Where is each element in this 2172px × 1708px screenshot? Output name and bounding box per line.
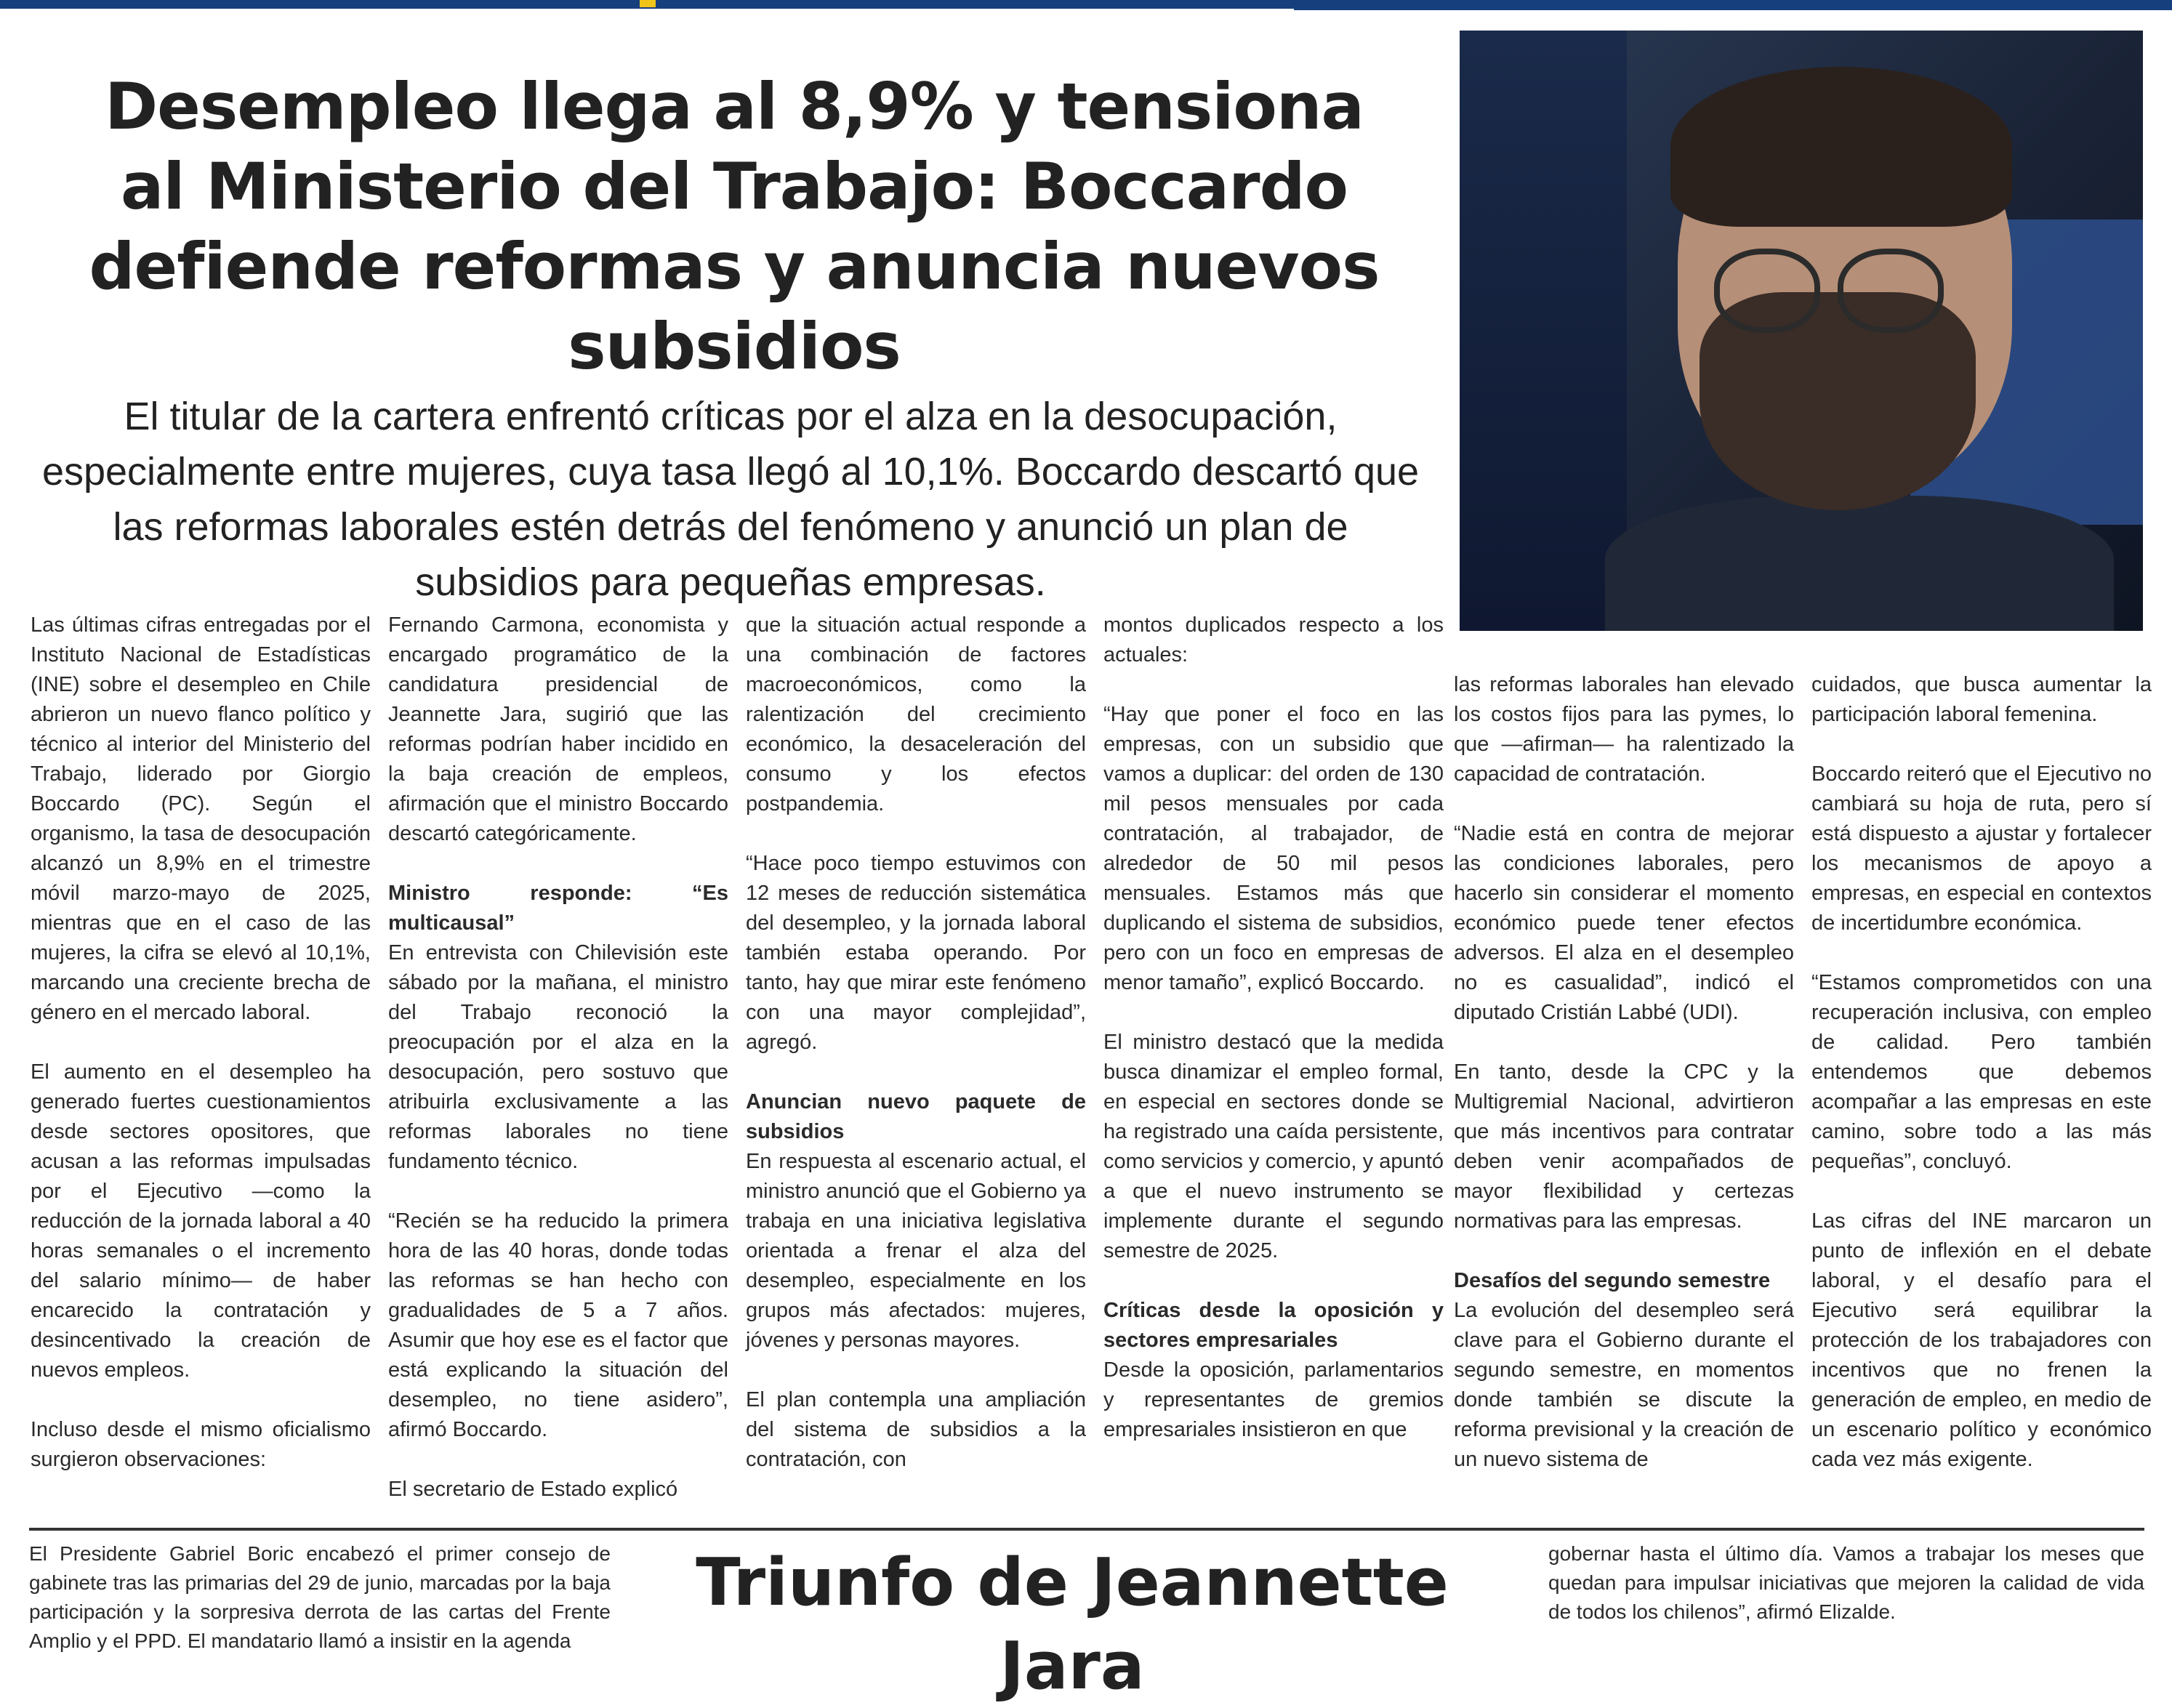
top-rule	[1294, 7, 2172, 10]
boccardo-photo	[1460, 31, 2143, 631]
subheadline: El titular de la cartera enfrentó críticas por el alza en la desocupación, especialmente entre mujeres, cuya tasa llegó al 10,1%. Boccardo descartó que las reformas laborales estén detrás del fenómeno y anunció un plan de subsidios para pequeñas empresas.	[41, 395, 1420, 604]
article-column-1	[31, 611, 371, 1504]
paragraph: En entrevista con Chilevisión este sábado por la mañana, el ministro del Trabajo reconoció la preocupación por el alza en la desocupación, pero sostuvo que atribuirla exclusivamente a las reformas laborales no tiene fundamento técnico.	[388, 941, 728, 1173]
paragraph: “Estamos comprometidos con una recuperación inclusiva, con empleo de calidad. Pero también entendemos que debemos acompañar a las empresas en este camino, sobre todo a las más pequeñas”, concluyó.	[1811, 971, 2152, 1173]
section-heading: Anuncian nuevo paquete de subsidios	[746, 1090, 1086, 1143]
article-column-4	[1103, 611, 1444, 1475]
article-column-3	[746, 611, 1086, 1504]
paragraph: “Recién se ha reducido la primera hora de las 40 horas, donde todas las reformas se han hecho con gradualidades de 5 a 7 años. Asumir que hoy ese es el factor que está explicando la situación del desempleo, no tiene asidero”, afirmó Boccardo.	[388, 1209, 728, 1441]
paragraph: En tanto, desde la CPC y la Multigremial Nacional, advirtieron que más incentivos para contratar deben venir acompañados de mayor flexibilidad y certezas normativas para las empresas.	[1454, 1060, 1794, 1233]
paragraph: “Hace poco tiempo estuvimos con 12 meses de reducción sistemática del desempleo, y la jornada laboral también estaba operando. Por tanto, hay que mirar este fenómeno con una mayor complejidad”, agregó.	[746, 852, 1086, 1054]
paragraph: Incluso desde el mismo oficialismo surgieron observaciones:	[31, 1418, 371, 1471]
paragraph: Desde la oposición, parlamentarios y representantes de gremios empresariales insistieron en que	[1103, 1358, 1444, 1441]
top-accent-mark	[640, 0, 656, 7]
photo-hair	[1670, 67, 2012, 227]
paragraph: Fernando Carmona, economista y encargado programático de la candidatura presidencial de Jeannette Jara, sugirió que las reformas podrían haber incidido en la baja creación de empleos, afirmación que el ministro Boccardo descartó categóricamente.	[388, 613, 728, 845]
section-heading: Desafíos del segundo semestre	[1454, 1269, 1771, 1292]
article-column-5	[1454, 670, 1794, 1504]
paragraph: Boccardo reiteró que el Ejecutivo no cambiará su hoja de ruta, pero sí está dispuesto a ajustar y fortalecer los mecanismos de apoyo a empresas, en especial en contextos de incertidumbre económica.	[1811, 762, 2152, 935]
paragraph: El secretario de Estado explicó	[388, 1478, 678, 1501]
paragraph: montos duplicados respecto a los actuales:	[1103, 613, 1444, 666]
main-headline: Desempleo llega al 8,9% y tensiona al Ministerio del Trabajo: Boccardo defiende reformas y anuncia nuevos subsidios	[89, 69, 1380, 384]
paragraph: Las cifras del INE marcaron un punto de inflexión en el debate laboral, y el desafío para el Ejecutivo será equilibrar la protección de los trabajadores con incentivos que no frenen la generación de empleo, en medio de un escenario político y económico cada vez más exigente.	[1811, 1209, 2152, 1471]
section-divider	[29, 1528, 2144, 1531]
next-article-left-text: El Presidente Gabriel Boric encabezó el primer consejo de gabinete tras las primarias del 29 de junio, marcadas por la baja participación y la sorpresiva derrota de las cartas del Frente Amplio y el PPD. El mandatario llamó a insistir en la agenda	[29, 1542, 611, 1652]
next-article-headline: Triunfo de Jeannette Jara	[696, 1544, 1449, 1704]
glasses-left-lens	[1714, 249, 1820, 333]
next-article-right-text: gobernar hasta el último día. Vamos a trabajar los meses que quedan para impulsar iniciativas que mejoren la calidad de vida de todos los chilenos”, afirmó Elizalde.	[1548, 1542, 2144, 1623]
paragraph: “Nadie está en contra de mejorar las condiciones laborales, pero hacerlo sin considerar el momento económico puede tener efectos adversos. El alza en el desempleo no es casualidad”, indicó el diputado Cristián Labbé (UDI).	[1454, 822, 1794, 1024]
photo-background-flag	[1460, 31, 1627, 631]
section-heading: Ministro responde: “Es multicausal”	[388, 882, 728, 935]
paragraph: “Hay que poner el foco en las empresas, con un subsidio que vamos a duplicar: del orden de 130 mil pesos mensuales por cada contratación, al trabajador, de alrededor de 50 mil pesos mensuales. Estamos más que duplicando el sistema de subsidios, pero con un foco en empresas de menor tamaño”, explicó Boccardo.	[1103, 703, 1444, 994]
paragraph: El ministro destacó que la medida busca dinamizar el empleo formal, en especial en sectores donde se ha registrado una caída persistente, como servicios y comercio, y apuntó a que el nuevo instrumento se implemente durante el segundo semestre de 2025.	[1103, 1031, 1444, 1262]
paragraph: El plan contempla una ampliación del sistema de subsidios a la contratación, con	[746, 1388, 1086, 1471]
paragraph: En respuesta al escenario actual, el ministro anunció que el Gobierno ya trabaja en una iniciativa legislativa orientada a frenar el alza del desempleo, especialmente en los grupos más afectados: mujeres, jóvenes y personas mayores.	[746, 1150, 1086, 1352]
paragraph: Las últimas cifras entregadas por el Instituto Nacional de Estadísticas (INE) sobre el desempleo en Chile abrieron un nuevo flanco político y técnico al interior del Ministerio del Trabajo, liderado por Giorgio Boccardo (PC). Según el organismo, la tasa de desocupación alcanzó un 8,9% en el trimestre móvil marzo-mayo de 2025, mientras que en el caso de las mujeres, la cifra se elevó al 10,1%, marcando una creciente brecha de género en el mercado laboral.	[31, 613, 371, 1024]
paragraph: que la situación actual responde a una combinación de factores macroeconómicos, como la ralentización del crecimiento económico, la desaceleración del consumo y los efectos postpandemia.	[746, 613, 1086, 815]
article-column-2	[388, 611, 728, 1534]
paragraph: las reformas laborales han elevado los costos fijos para las pymes, lo que —afirman— ha ralentizado la capacidad de contratación.	[1454, 673, 1794, 786]
photo-body	[1605, 496, 2114, 631]
article-column-6	[1811, 670, 2152, 1504]
paragraph: El aumento en el desempleo ha generado fuertes cuestionamientos desde sectores opositores, que acusan a las reformas impulsadas por el Ejecutivo —como la reducción de la jornada laboral a 40 horas semanales o el incremento del salario mínimo— de haber encarecido la contratación y desincentivado la creación de nuevos empleos.	[31, 1060, 371, 1382]
section-heading: Críticas desde la oposición y sectores empresariales	[1103, 1299, 1444, 1352]
glasses-right-lens	[1838, 249, 1944, 333]
paragraph: cuidados, que busca aumentar la participación laboral femenina.	[1811, 673, 2152, 726]
paragraph: La evolución del desempleo será clave para el Gobierno durante el segundo semestre, en momentos donde también se discute la reforma previsional y la creación de un nuevo sistema de	[1454, 1299, 1794, 1471]
